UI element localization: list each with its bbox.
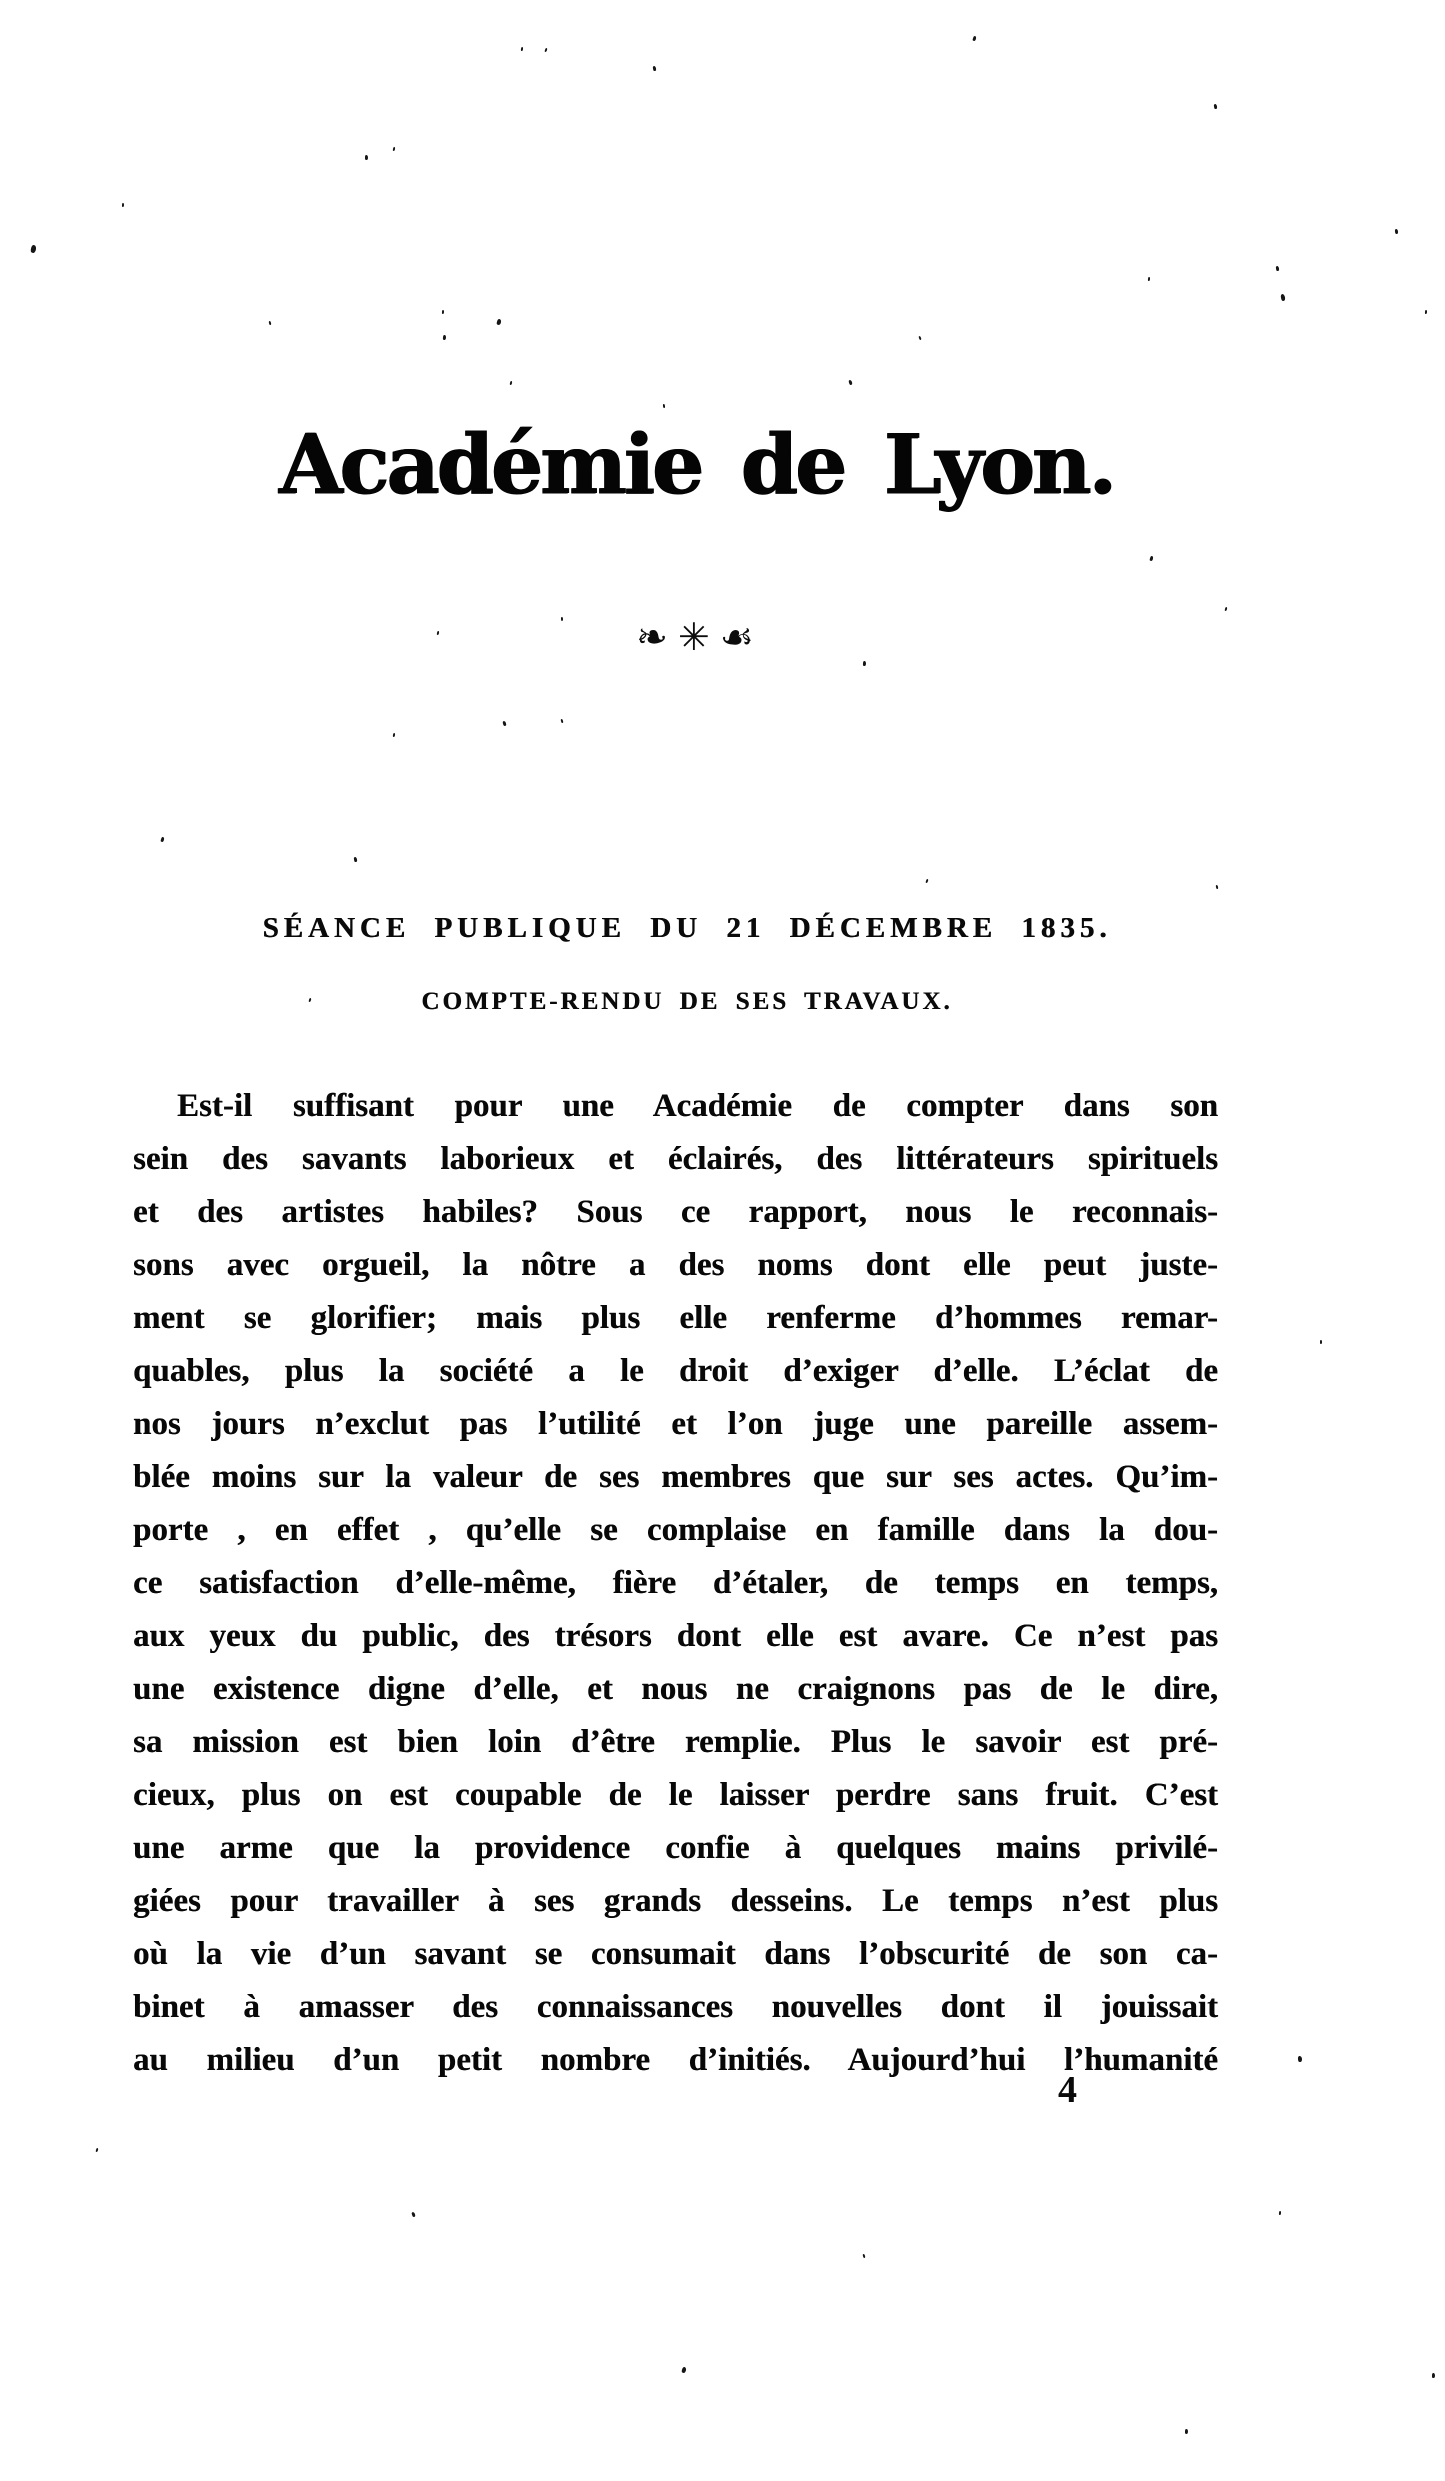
scan-speck — [269, 321, 272, 325]
scan-speck — [918, 336, 921, 340]
scan-speck — [1276, 266, 1280, 271]
page-title: Académie de Lyon. — [278, 417, 1114, 513]
scan-speck — [1279, 2211, 1281, 2215]
scan-speck — [1280, 294, 1285, 302]
text-line: au milieu d’un petit nombre d’initiés. Aujourd’hui l’humanité — [133, 2042, 1218, 2078]
scan-speck — [653, 66, 657, 71]
body-text — [133, 1080, 1218, 2087]
scan-speck — [496, 319, 501, 326]
text-line: une arme que la providence confie à quelques mains privilé- — [133, 1830, 1218, 1866]
scan-speck — [442, 310, 444, 314]
text-line: Est-il suffisant pour une Académie de compter dans son — [177, 1088, 1218, 1124]
scan-speck — [848, 380, 852, 386]
scan-speck — [411, 2212, 416, 2218]
scan-speck — [443, 335, 447, 340]
text-line: binet à amasser des connaissances nouvelles dont il jouissait — [133, 1989, 1218, 2025]
scan-speck — [1320, 1340, 1322, 1344]
text-line: une existence digne d’elle, et nous ne craignons pas de le dire, — [133, 1671, 1218, 1707]
scan-speck — [1395, 229, 1399, 234]
text-line: blée moins sur la valeur de ses membres que sur ses actes. Qu’im- — [133, 1459, 1218, 1495]
session-heading: SÉANCE PUBLIQUE DU 21 DÉCEMBRE 1835. — [262, 912, 1112, 944]
text-line: nos jours n’exclut pas l’utilité et l’on juge une pareille assem- — [133, 1406, 1218, 1442]
scan-speck — [160, 837, 164, 843]
scan-speck — [544, 48, 547, 52]
text-line: et des artistes habiles? Sous ce rapport, nous le reconnais- — [133, 1194, 1218, 1230]
scan-speck — [681, 2367, 686, 2374]
scan-speck — [1185, 2429, 1188, 2434]
report-subheading: COMPTE-RENDU DE SES TRAVAUX. — [421, 988, 953, 1015]
scan-speck — [1216, 885, 1219, 889]
text-line: sein des savants laborieux et éclairés, des littérateurs spirituels — [133, 1141, 1218, 1177]
scan-speck — [560, 719, 563, 723]
scan-speck — [1148, 277, 1150, 281]
scan-speck — [1149, 556, 1153, 562]
scan-speck — [863, 661, 866, 666]
scan-speck — [1425, 310, 1427, 314]
text-line: sa mission est bien loin d’être remplie. Plus le savoir est pré- — [133, 1724, 1218, 1760]
text-line: cieux, plus on est coupable de le laisser perdre sans fruit. C’est — [133, 1777, 1218, 1813]
scan-speck — [521, 47, 524, 51]
scan-speck — [393, 147, 396, 151]
text-line: aux yeux du public, des trésors dont elle est avare. Ce n’est pas — [133, 1618, 1218, 1654]
scan-speck — [393, 733, 396, 737]
scan-speck — [365, 155, 368, 160]
scan-speck — [862, 2254, 865, 2258]
scan-speck — [663, 404, 665, 408]
scan-speck — [30, 245, 37, 254]
text-line: ce satisfaction d’elle-même, fière d’étaler, de temps en temps, — [133, 1565, 1218, 1601]
text-line: ment se glorifier; mais plus elle renferme d’hommes remar- — [133, 1300, 1218, 1336]
text-line: où la vie d’un savant se consumait dans l’obscurité de son ca- — [133, 1936, 1218, 1972]
page-number: 4 — [1058, 2069, 1077, 2111]
scan-speck — [925, 879, 928, 883]
text-line: sons avec orgueil, la nôtre a des noms dont elle peut juste- — [133, 1247, 1218, 1283]
scan-speck — [95, 2148, 98, 2152]
text-line: quables, plus la société a le droit d’exiger d’elle. L’éclat de — [133, 1353, 1218, 1389]
scan-speck — [1432, 2373, 1435, 2378]
scan-speck — [122, 203, 124, 207]
scan-speck — [1298, 2056, 1303, 2062]
scan-speck — [1224, 607, 1227, 611]
text-line: giées pour travailler à ses grands desseins. Le temps n’est plus — [133, 1883, 1218, 1919]
scan-speck — [972, 36, 976, 42]
fleuron-ornament-icon: ❧✳☙ — [636, 615, 764, 659]
scan-speck — [354, 857, 358, 862]
scan-speck — [502, 721, 506, 727]
scan-speck — [510, 381, 513, 385]
text-line: porte , en effet , qu’elle se complaise en famille dans la dou- — [133, 1512, 1218, 1548]
scan-speck — [1214, 104, 1218, 109]
